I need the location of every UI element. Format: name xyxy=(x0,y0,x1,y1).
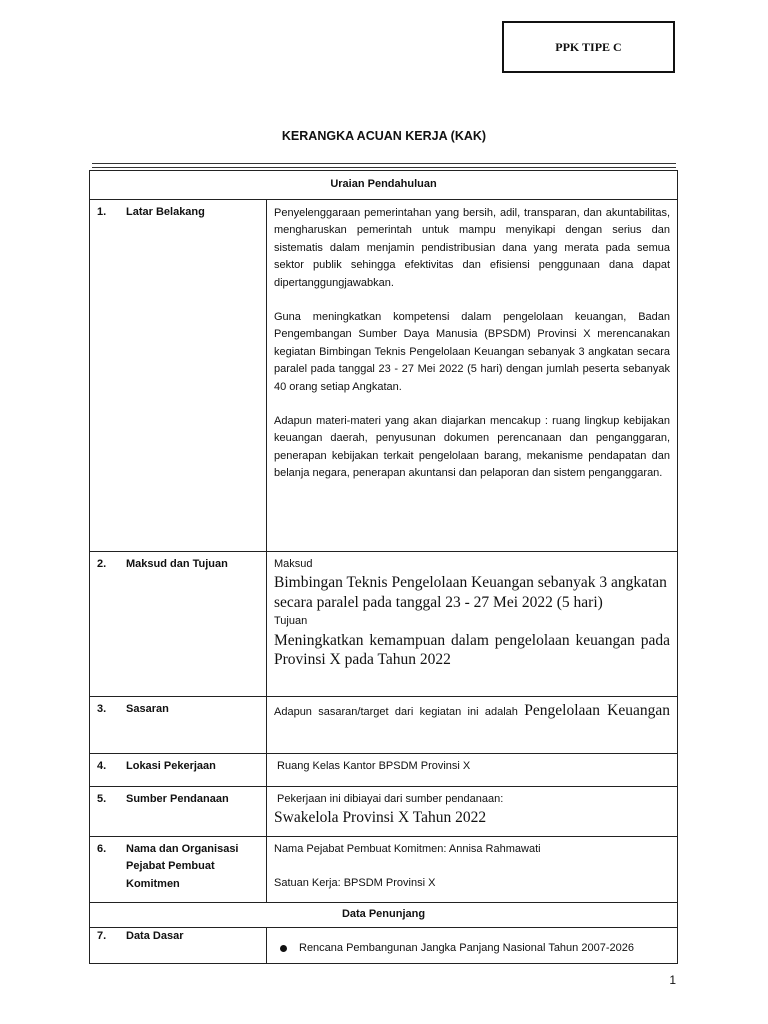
sasaran-line xyxy=(274,701,670,721)
list-item-text: Rencana Pembangunan Jangka Panjang Nasional Tahun 2007-2026 xyxy=(299,942,634,954)
row-label-cell xyxy=(90,787,267,837)
title-divider xyxy=(92,167,676,168)
sumber-text: Pekerjaan ini dibiayai dari sumber pendanaan: xyxy=(274,793,504,805)
title-divider xyxy=(92,163,676,164)
kak-table xyxy=(89,170,678,964)
bullet-icon xyxy=(280,945,287,952)
sasaran-target: Pengelolaan Keuangan xyxy=(524,702,671,719)
paragraph: Adapun materi-materi yang akan diajarkan mencakup : ruang lingkup kebijakan keuangan daerah, penyusunan dokumen perencanaan dan penganggaran, penerapan kebijakan terkait pengelolaan barang, mekanisme pendapatan dan belanja negara, penerapan akuntansi dan pelaporan dan sistem penganggaran. xyxy=(274,415,671,480)
maksud-label: Maksud xyxy=(274,558,313,570)
row-number: 4. xyxy=(97,760,107,772)
row-label: Latar Belakang xyxy=(126,206,205,218)
row-latar-belakang xyxy=(90,200,678,552)
section-header-uraian xyxy=(90,171,678,200)
page-number: 1 xyxy=(669,973,676,987)
row-label: Data Dasar xyxy=(126,930,184,942)
row-number: 3. xyxy=(97,703,107,715)
row-sumber-pendanaan xyxy=(90,787,678,837)
row-label-cell xyxy=(90,928,267,964)
row-label: Sumber Pendanaan xyxy=(126,793,229,805)
row-data-dasar xyxy=(90,928,678,964)
row-label: Maksud dan Tujuan xyxy=(126,558,228,570)
row-label-cell xyxy=(90,200,267,552)
section-title: Uraian Pendahuluan xyxy=(90,171,678,200)
sumber-highlight: Swakelola Provinsi X Tahun 2022 xyxy=(274,809,487,827)
tujuan-text: Meningkatkan kemampuan dalam pengelolaan keuangan pada Provinsi X pada Tahun 2022 xyxy=(274,631,671,669)
row-content-cell xyxy=(267,928,678,964)
row-lokasi xyxy=(90,754,678,787)
row-ppk xyxy=(90,837,678,903)
maksud-text: Bimbingan Teknis Pengelolaan Keuangan sebanyak 3 angkatan secara paralel pada tanggal 23 - 27 Mei 2022 (5 hari) xyxy=(274,574,667,611)
row-label: Lokasi Pekerjaan xyxy=(126,760,216,772)
row-sasaran xyxy=(90,697,678,754)
section-header-penunjang xyxy=(90,903,678,928)
row-number: 5. xyxy=(97,793,107,805)
row-content-cell xyxy=(267,200,678,552)
row-label: Nama dan Organisasi Pejabat Pembuat Komitmen xyxy=(126,843,239,890)
row-number: 1. xyxy=(97,206,107,218)
row-content-cell xyxy=(267,697,678,754)
row-content-cell xyxy=(267,787,678,837)
row-label-cell xyxy=(90,552,267,697)
row-label-cell xyxy=(90,697,267,754)
ppk-nama: Nama Pejabat Pembuat Komitmen: Annisa Rahmawati xyxy=(274,843,541,855)
lokasi-text: Ruang Kelas Kantor BPSDM Provinsi X xyxy=(267,754,678,787)
row-number: 6. xyxy=(97,843,107,855)
document-title: KERANGKA ACUAN KERJA (KAK) xyxy=(281,129,487,143)
row-number: 2. xyxy=(97,558,107,570)
list-item xyxy=(274,940,670,957)
row-number: 7. xyxy=(97,930,107,942)
sasaran-text: Adapun sasaran/target dari kegiatan ini adalah xyxy=(274,706,518,718)
paragraph: Guna meningkatkan kompetensi dalam pengelolaan keuangan, Badan Pengembangan Sumber Daya Manusia (BPSDM) Provinsi X merencanakan kegiatan Bimbingan Teknis Pengelolaan Keuangan sebanyak 3 angkatan secara paralel pada tanggal 23 - 27 Mei 2022 (5 hari) dengan jumlah peserta sebanyak 40 orang setiap Angkatan. xyxy=(274,311,671,393)
ppk-type-box: PPK TIPE C xyxy=(502,21,675,73)
row-maksud-tujuan xyxy=(90,552,678,697)
row-label-cell xyxy=(90,754,267,787)
paragraph: Penyelenggaraan pemerintahan yang bersih, adil, transparan, dan akuntabilitas, mengharuskan pemerintah untuk mampu menyikapi dengan serius dan sistematis dalam menjamin pendistribusian dana yang merata pada semua sektor publik sehingga efektivitas dan efisiensi penggunaan dana dapat dipertanggungjawabkan. xyxy=(274,207,671,289)
row-label-cell xyxy=(90,837,267,903)
section-title: Data Penunjang xyxy=(90,903,678,928)
row-content-cell xyxy=(267,552,678,697)
ppk-satker: Satuan Kerja: BPSDM Provinsi X xyxy=(274,877,436,890)
row-content-cell xyxy=(267,837,678,903)
row-label: Sasaran xyxy=(126,703,169,715)
tujuan-label: Tujuan xyxy=(274,615,308,628)
